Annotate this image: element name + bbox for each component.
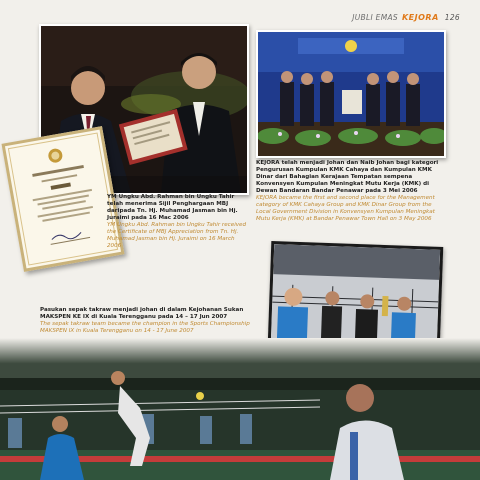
page-header [352, 10, 460, 24]
caption-takraw [40, 307, 265, 335]
photo-kmk-group [256, 30, 446, 158]
header-title: JUBLI EMAS [352, 12, 398, 22]
photo-takraw-match [0, 338, 480, 480]
caption-certificate-english: YM Ungku Abd. Rahman bin Ungku Tahir received the Certificate of MBJ Appreciation from Tn. Hj. Muhamad Jasman bin Hj. Juraimi on 16 March 2006 [107, 222, 247, 249]
caption-kmk-malay: KEJORA telah menjadi Johan dan Naib Johan bagi kategori Pengurusan Kumpulan KMK Cahaya dan Kumpulan KMK Dinar dari Bahagian Kerajaan Tempatan sempena Konvensyen Kumpulan Meningkat Mutu Kerja (KMK) di Dewan Bandaran Bandar Penawar pada 3 Mei 2006 [256, 160, 439, 194]
caption-kmk [256, 160, 446, 223]
caption-certificate-malay: YM Ungku Abd. Rahman bin Ungku Tahir telah menerima Sijil Penghargaan MBJ daripada Tn. Hj. Muhamad Jasman bin Hj. Juraimi pada 16 Mac 2006 [107, 194, 238, 221]
caption-takraw-english: The sepak takraw team became the champion in the Sports Championship MAKSPEN IX in Kuala Terengganu on 14 - 17 June 2007 [40, 321, 250, 334]
header-brand: KEJORA [401, 12, 439, 22]
caption-takraw-malay: Pasukan sepak takraw menjadi johan di dalam Kejohanan Sukan MAKSPEN KE IX di Kuala Terengganu pada 14 – 17 Jun 2007 [40, 307, 244, 320]
caption-certificate [107, 194, 247, 250]
page-number: 126 [444, 12, 460, 22]
caption-kmk-english: KEJORA became the first and second place for the Management category of KMK Cahaya Group and KMK Dinar Group from the Local Government Division in Konvensyen Kumpulan Meningkat Mutu Kerja (KMK) at Bandar Penawar Town Hall on 3 May 2006 [256, 195, 435, 222]
